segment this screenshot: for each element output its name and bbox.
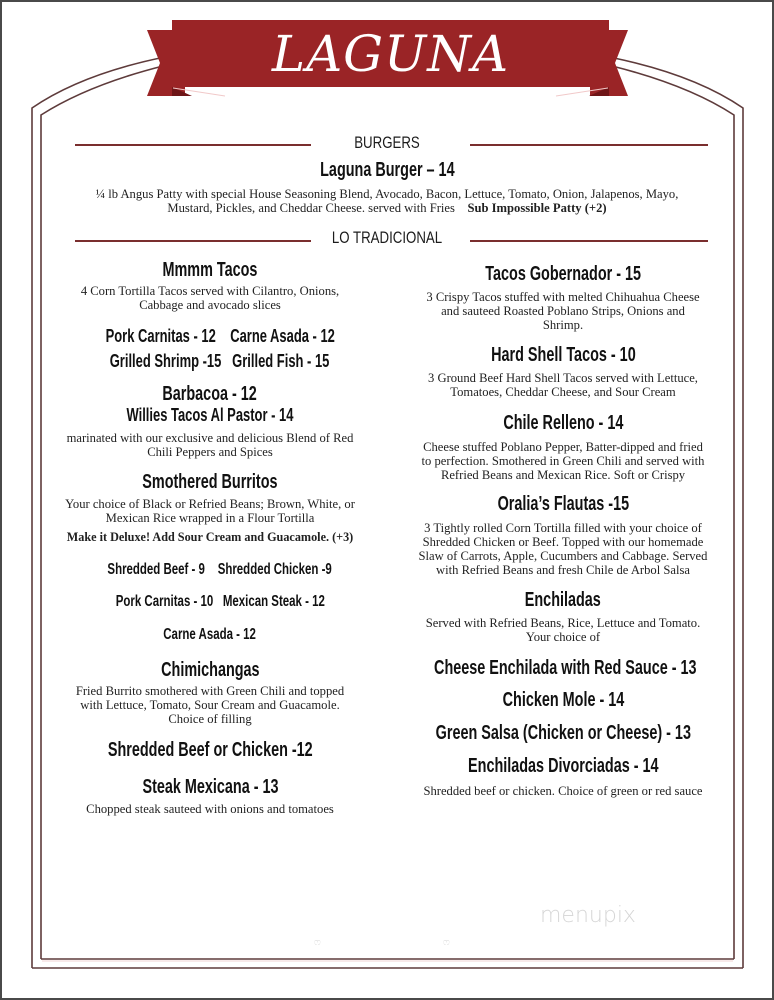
enchilada-option-cheese [383,658,743,679]
menu-item-mmmm-tacos [10,260,410,312]
menu-item-laguna-burger [0,160,774,215]
option-enchiladas-divorciadas: Enchiladas Divorciadas - 14 [467,755,659,777]
description-line: Shrimp. [542,318,584,332]
item-description [10,497,410,525]
item-title: Smothered Burritos [142,471,278,493]
item-title: Willies Tacos Al Pastor - 14 [126,405,294,425]
flourish-icon: ෆ [314,937,321,948]
description-line: Chili Peppers and Spices [147,445,273,459]
description-line: 4 Corn Tortilla Tacos served with Cilantro, Onions, [80,284,340,298]
description-line: with Refried Beans and fresh Chile de Arbol Salsa [436,563,690,577]
item-title: Chile Relleno - 14 [502,412,624,434]
description-line: to perfection. Smothered in Green Chili and served with [421,454,705,468]
taco-options-row-2 [10,352,430,372]
description-line: 3 Tightly rolled Corn Tortilla filled with your choice of [424,521,702,535]
description-line: Mexican Rice wrapped in a Flour Tortilla [105,511,315,525]
description-line: Cabbage and avocado slices [139,298,281,312]
description-line: 3 Ground Beef Hard Shell Tacos served with Lettuce, [428,371,698,385]
menu-item-chimichangas [10,660,410,726]
enchilada-option-chicken-mole [383,690,743,711]
menu-item-enchiladas [383,590,743,644]
item-option: Sub Impossible Patty (+2) [467,201,607,215]
section-heading-lo-tradicional: LO TRADICIONAL [331,228,443,247]
item-title: Hard Shell Tacos - 10 [490,344,636,366]
item-title: Tacos Gobernador - 15 [485,263,641,285]
description-line: ¼ lb Angus Patty with special House Seasoning Blend, Avocado, Bacon, Lettuce, Tomato, Onion, Jalapenos, Mayo, [95,187,679,201]
burrito-options-row-3 [10,626,410,644]
option-pork-carnitas: Pork Carnitas - 12 [105,326,216,346]
item-description [383,290,743,332]
description-line: Cheese stuffed Poblano Pepper, Batter-dipped and fried [423,440,703,454]
description-line: Refried Beans and Mexican Rice. Soft or Crispy [440,468,686,482]
menu-item-barbacoa [10,384,410,405]
item-description [10,684,410,726]
menu-item-smothered-burritos [10,472,410,544]
item-title: Mmmm Tacos [162,259,258,281]
restaurant-name: LAGUNA [271,24,510,83]
option-carne-asada: Carne Asada - 12 [229,326,335,346]
description-line: Choice of filling [168,712,252,726]
menu-item-al-pastor [10,406,410,459]
description-text: Mustard, Pickles, and Cheddar Cheese. served with Fries [167,201,455,215]
deluxe-option: Make it Deluxe! Add Sour Cream and Guacamole. (+3) [66,530,354,544]
option-cheese-enchilada: Cheese Enchilada with Red Sauce - 13 [434,657,697,679]
description-line: Slaw of Carrots, Apple, Cucumbers and Cabbage. Served [418,549,708,563]
item-title: Chimichangas [160,659,260,681]
item-title: Oralia’s Flautas -15 [497,493,629,515]
flourish-icon: ෆ [443,937,450,948]
option-pork-carnitas: Pork Carnitas - 10 [115,593,213,610]
item-description [383,521,743,577]
option-mexican-steak: Mexican Steak - 12 [222,593,325,610]
option-green-salsa: Green Salsa (Chicken or Cheese) - 13 [435,722,691,744]
taco-options-row-1 [10,327,430,347]
option-shredded-beef-or-chicken: Shredded Beef or Chicken -12 [107,739,313,761]
item-title: Steak Mexicana - 13 [141,776,279,798]
option-shredded-beef: Shredded Beef - 9 [107,561,206,578]
menu-item-steak-mexicana [10,777,410,816]
taco-options-row-2-text [110,352,330,370]
item-description [383,440,743,482]
item-description [10,431,410,459]
description-line: Your choice of Black or Refried Beans; Brown, White, or [65,497,355,511]
burrito-options-row-1-text [108,562,332,578]
description-line: Shredded Chicken or Beef. Topped with our homemade [422,535,704,549]
option-chicken-mole: Chicken Mole - 14 [502,689,624,711]
description-line: Served with Refried Beans, Rice, Lettuce and Tomato. [425,616,701,630]
menu-item-oralias-flautas [383,494,743,577]
description-line: marinated with our exclusive and delicious Blend of Red [66,431,354,445]
item-description [0,187,774,215]
option-grilled-fish: Grilled Fish - 15 [232,351,330,371]
option-shredded-chicken: Shredded Chicken -9 [218,561,333,578]
item-title: Barbacoa - 12 [162,383,258,405]
item-description [383,616,743,644]
description-line [0,201,774,215]
taco-options-row-1-text [105,327,334,345]
description-line: Tomatoes, Cheddar Cheese, and Sour Cream [450,385,676,399]
enchilada-option-divorciadas [383,756,743,798]
menu-item-hard-shell-tacos [383,345,743,399]
item-title: Laguna Burger – 14 [319,159,455,181]
item-description: Shredded beef or chicken. Choice of green or red sauce [423,784,703,798]
description-line: with Lettuce, Tomato, Sour Cream and Guacamole. [80,698,340,712]
menu-item-tacos-gobernador [383,264,743,332]
item-description [10,284,410,312]
burrito-options-row-2-text [115,594,324,610]
description-line: Fried Burrito smothered with Green Chili and topped [75,684,345,698]
enchilada-option-green-salsa [383,723,743,744]
option-grilled-shrimp: Grilled Shrimp -15 [110,351,222,371]
chimichanga-option [10,740,410,761]
item-title: Enchiladas [524,589,602,611]
menu-item-chile-relleno [383,413,743,482]
burrito-options-row-2 [10,593,430,611]
section-heading-burgers: BURGERS [354,133,420,152]
description-line: and sauteed Roasted Poblano Strips, Onions and [441,304,685,318]
burrito-options-row-1 [10,561,430,579]
option-carne-asada: Carne Asada - 12 [163,626,257,643]
menupix-watermark: menupix [540,903,636,928]
item-description: Chopped steak sauteed with onions and tomatoes [86,802,334,816]
item-description [383,371,743,399]
description-line: Your choice of [525,630,601,644]
description-line: 3 Crispy Tacos stuffed with melted Chihuahua Cheese [426,290,700,304]
